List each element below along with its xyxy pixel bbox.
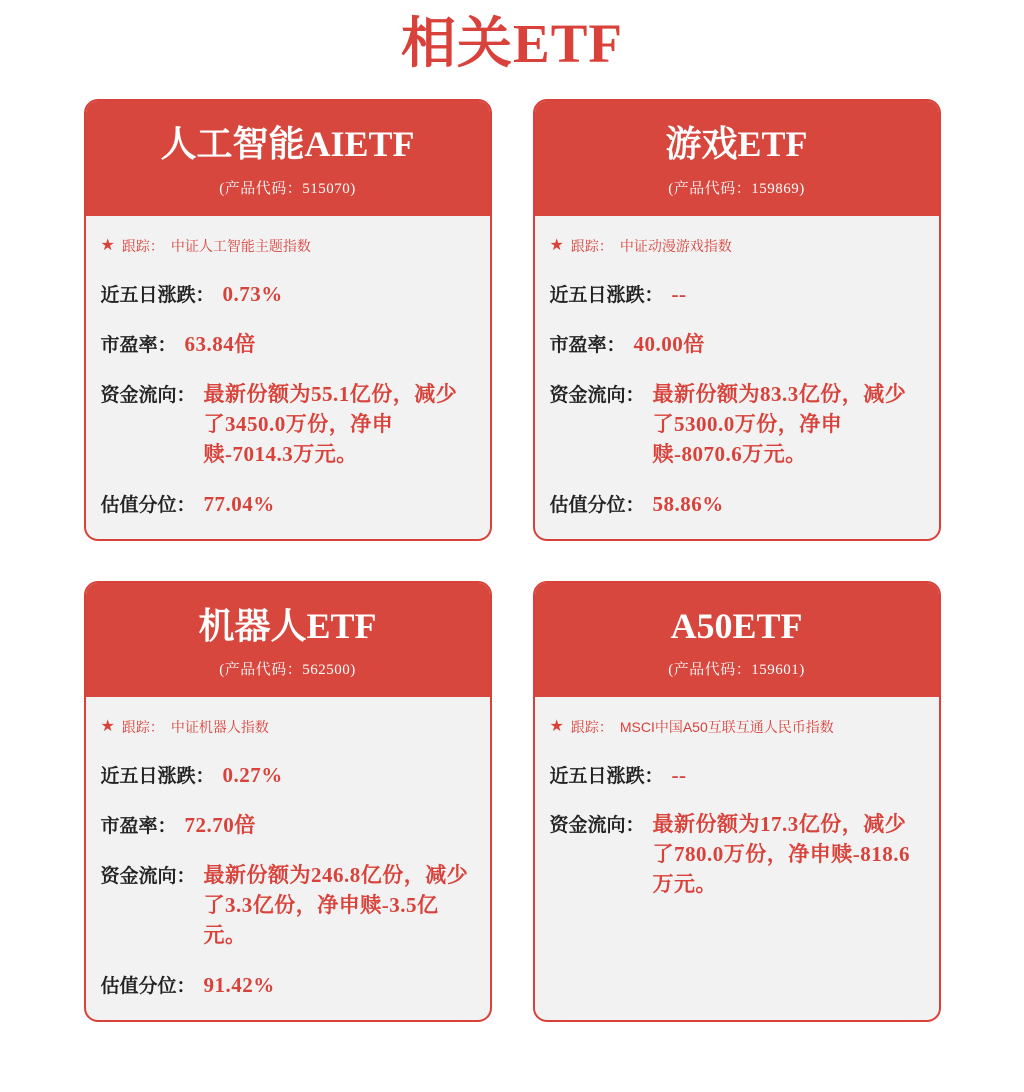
pe-ratio-row — [550, 328, 924, 358]
card-ai-etf-header — [86, 101, 490, 216]
fund-flow-value: 最新份额为55.1亿份，减少了3450.0万份，净申赎-7014.3万元。 — [203, 381, 458, 466]
card-ai-etf-body — [86, 216, 490, 539]
track-label: 跟踪： — [570, 237, 613, 254]
card-title: 游戏ETF — [665, 124, 808, 165]
track-row — [101, 717, 475, 737]
card-title: 机器人ETF — [198, 605, 377, 646]
card-a50-etf — [533, 581, 941, 1023]
card-game-etf-body — [535, 216, 939, 539]
fund-flow-row — [550, 809, 924, 899]
fund-flow-label: 资金流向： — [100, 866, 196, 888]
fund-flow-label: 资金流向： — [549, 815, 645, 837]
card-game-etf — [533, 99, 941, 541]
product-code: (产品代码：515070) — [219, 180, 356, 197]
fund-flow-value: 最新份额为83.3亿份，减少了5300.0万份，净申赎-8070.6万元。 — [652, 381, 907, 466]
valuation-label: 估值分位： — [100, 494, 196, 516]
card-game-etf-header — [535, 101, 939, 216]
track-row — [101, 236, 475, 256]
five-day-change-value: 0.27% — [222, 763, 283, 788]
star-icon: ★ — [100, 718, 115, 736]
track-index: 中证动漫游戏指数 — [619, 237, 732, 254]
card-a50-etf-body — [535, 697, 939, 1020]
five-day-change-row — [101, 280, 475, 307]
pe-ratio-row — [101, 328, 475, 358]
valuation-value: 58.86% — [652, 491, 724, 516]
fund-flow-row — [550, 379, 924, 469]
track-index: 中证机器人指数 — [170, 719, 269, 736]
track-label: 跟踪： — [570, 719, 613, 736]
product-code: (产品代码：159869) — [668, 180, 805, 197]
track-row — [550, 236, 924, 256]
fund-flow-value: 最新份额为17.3亿份，减少了780.0万份，净申赎-818.6万元。 — [652, 812, 911, 897]
valuation-label: 估值分位： — [549, 494, 645, 516]
valuation-value: 91.42% — [203, 973, 275, 998]
five-day-change-row — [550, 761, 924, 788]
track-index: MSCI中国A50互联互通人民币指数 — [619, 719, 834, 736]
pe-ratio-label: 市盈率： — [549, 334, 626, 356]
page-title: 相关ETF — [401, 13, 623, 74]
five-day-change-row — [550, 280, 924, 307]
valuation-row — [101, 971, 475, 998]
card-ai-etf — [84, 99, 492, 541]
track-label: 跟踪： — [121, 719, 164, 736]
pe-ratio-row — [101, 809, 475, 839]
star-icon: ★ — [549, 236, 564, 254]
card-title: 人工智能AIETF — [160, 124, 415, 165]
track-row — [550, 717, 924, 737]
valuation-row — [550, 490, 924, 517]
pe-ratio-label: 市盈率： — [100, 816, 177, 838]
pe-ratio-value: 72.70倍 — [184, 813, 256, 838]
fund-flow-label: 资金流向： — [549, 384, 645, 406]
pe-ratio-label: 市盈率： — [100, 334, 177, 356]
fund-flow-value: 最新份额为246.8亿份，减少了3.3亿份，净申赎-3.5亿元。 — [203, 863, 469, 948]
five-day-change-label: 近五日涨跌： — [100, 284, 215, 306]
fund-flow-row — [101, 379, 475, 469]
product-code: (产品代码：562500) — [219, 662, 356, 679]
star-icon: ★ — [549, 718, 564, 736]
five-day-change-label: 近五日涨跌： — [549, 284, 664, 306]
card-robot-etf-body — [86, 697, 490, 1020]
five-day-change-value: 0.73% — [222, 281, 283, 306]
five-day-change-value: -- — [671, 763, 687, 788]
pe-ratio-value: 40.00倍 — [633, 331, 705, 356]
five-day-change-value: -- — [671, 281, 687, 306]
card-a50-etf-header — [535, 583, 939, 698]
pe-ratio-value: 63.84倍 — [184, 331, 256, 356]
card-title: A50ETF — [670, 605, 803, 646]
five-day-change-row — [101, 761, 475, 788]
five-day-change-label: 近五日涨跌： — [100, 766, 215, 788]
card-robot-etf-header — [86, 583, 490, 698]
valuation-value: 77.04% — [203, 491, 275, 516]
etf-cards-grid — [0, 99, 1024, 1022]
fund-flow-row — [101, 860, 475, 950]
card-robot-etf — [84, 581, 492, 1023]
track-index: 中证人工智能主题指数 — [170, 237, 311, 254]
product-code: (产品代码：159601) — [668, 662, 805, 679]
star-icon: ★ — [100, 236, 115, 254]
fund-flow-label: 资金流向： — [100, 384, 196, 406]
valuation-label: 估值分位： — [100, 976, 196, 998]
valuation-row — [101, 490, 475, 517]
five-day-change-label: 近五日涨跌： — [549, 766, 664, 788]
track-label: 跟踪： — [121, 237, 164, 254]
